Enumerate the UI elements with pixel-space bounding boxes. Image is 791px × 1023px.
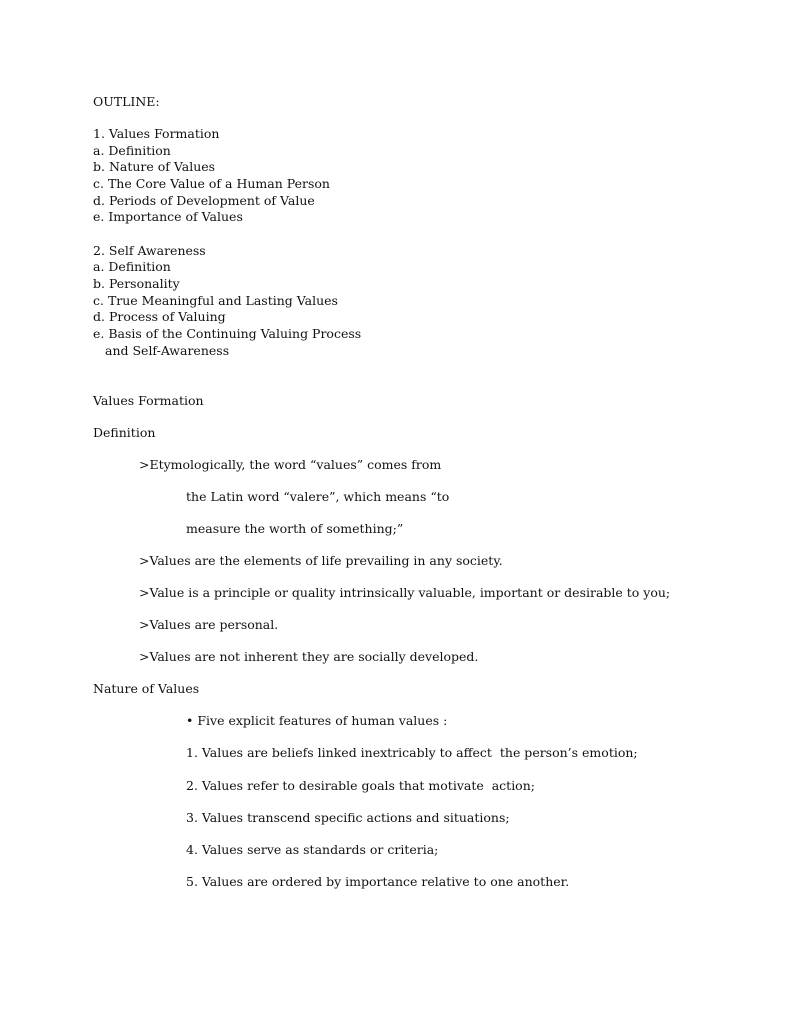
outline-item: c. The Core Value of a Human Person (93, 176, 330, 191)
outline-item: d. Process of Valuing (93, 309, 226, 324)
nature-heading: Nature of Values (93, 681, 200, 696)
etymology-line: measure the worth of something;” (186, 521, 404, 536)
nature-feature: 4. Values serve as standards or criteria; (186, 842, 439, 857)
outline-item: b. Personality (93, 276, 180, 291)
etymology-line: the Latin word “valere”, which means “to (186, 489, 450, 504)
outline-section-1-heading: 1. Values Formation (93, 126, 220, 141)
outline-item: a. Definition (93, 259, 171, 274)
outline-item: d. Periods of Development of Value (93, 193, 315, 208)
outline-title: OUTLINE: (93, 94, 160, 109)
nature-intro: • Five explicit features of human values : (186, 713, 448, 728)
outline-item: e. Basis of the Continuing Valuing Process (93, 326, 362, 341)
outline-item: e. Importance of Values (93, 209, 243, 224)
definition-point: >Value is a principle or quality intrinsically valuable, important or desirable to you; (139, 585, 671, 600)
outline-item: c. True Meaningful and Lasting Values (93, 293, 338, 308)
outline-item: b. Nature of Values (93, 159, 216, 174)
etymology-line: >Etymologically, the word “values” comes from (139, 457, 442, 472)
definition-point: >Values are personal. (139, 617, 279, 632)
definition-point: >Values are not inherent they are socially developed. (139, 649, 479, 664)
nature-feature: 5. Values are ordered by importance relative to one another. (186, 874, 570, 889)
nature-feature: 2. Values refer to desirable goals that motivate action; (186, 778, 535, 793)
definition-heading: Definition (93, 425, 156, 440)
nature-feature: 1. Values are beliefs linked inextricably to affect the person’s emotion; (186, 745, 638, 760)
section-title: Values Formation (93, 393, 204, 408)
outline-section-2-heading: 2. Self Awareness (93, 243, 206, 258)
definition-point: >Values are the elements of life prevailing in any society. (139, 553, 503, 568)
outline-item: a. Definition (93, 143, 171, 158)
outline-item-continuation: and Self-Awareness (105, 343, 230, 358)
nature-feature: 3. Values transcend specific actions and situations; (186, 810, 510, 825)
